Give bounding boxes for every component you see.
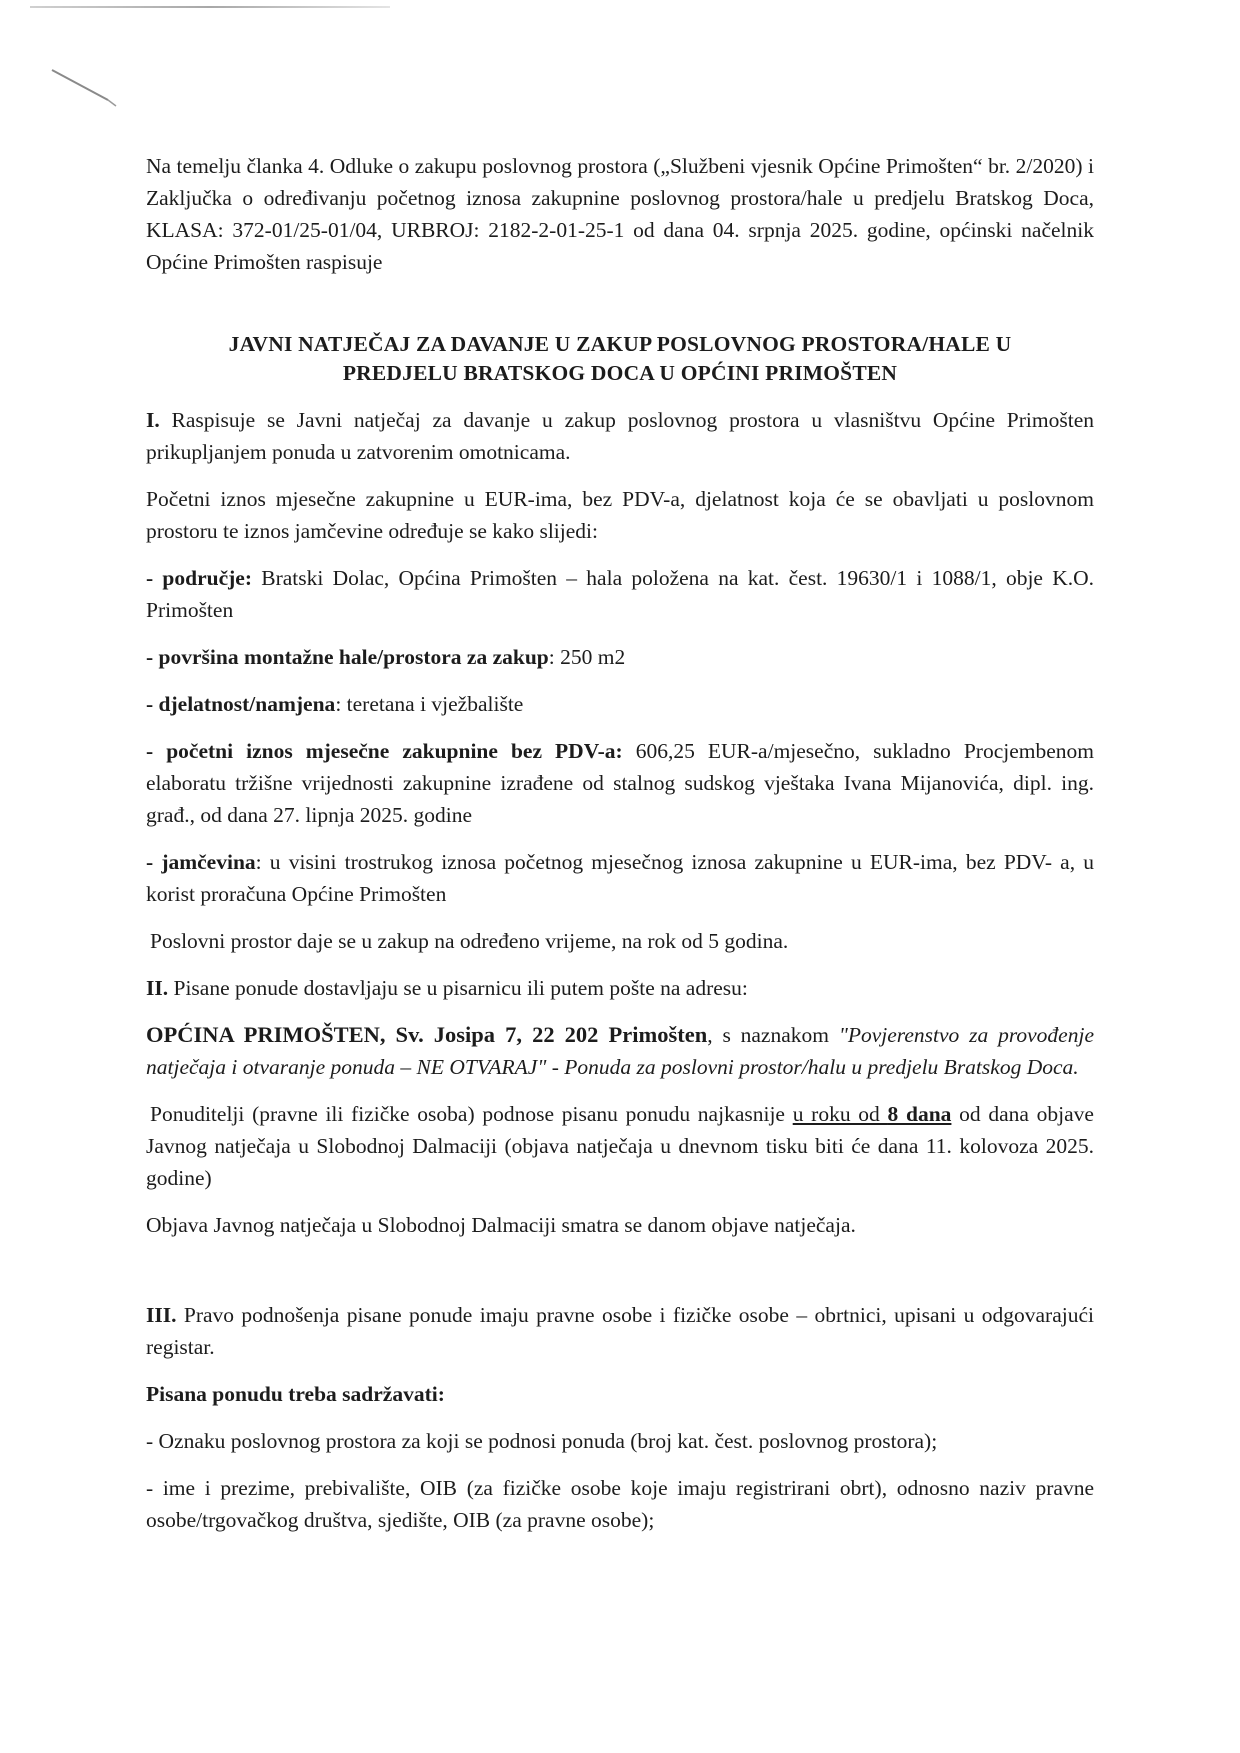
area-text: Bratski Dolac, Općina Primošten – hala položena na kat. čest. 19630/1 i 1088/1, obje K.O. Primošten xyxy=(146,566,1095,622)
address-mid: , s naznakom xyxy=(707,1023,839,1047)
intro-paragraph: Na temelju članka 4. Odluke o zakupu poslovnog prostora („Službeni vjesnik Općine Primošten“ br. 2/2020) i Zaključka o određivanju početnog iznosa zakupnine poslovnog prostora/hale u predjelu Bratskog Doca, KLASA: 372-01/25-01/04, URBROJ: 2182-2-01-25-1 od dana 04. srpnja 2025. godine, općinski načelnik Općine Primošten raspisuje xyxy=(146,154,1094,274)
address-italic-note: "Povjerenstvo za provođenje natječaja i otvaranje ponuda – NE OTVARAJ" - Ponuda za poslovni prostor/halu u predjelu Bratskog Doca. xyxy=(146,1023,1094,1079)
publication-paragraph: Objava Javnog natječaja u Slobodnoj Dalmaciji smatra se danom objave natječaja. xyxy=(146,1213,856,1237)
address-bold: OPĆINA PRIMOŠTEN, Sv. Josipa 7, 22 202 Primošten xyxy=(146,1022,708,1047)
section-3-text: Pravo podnošenja pisane ponude imaju pravne osobe i fizičke osobe – obrtnici, upisani u odgovarajući registar. xyxy=(146,1303,1094,1359)
section-1-text: Raspisuje se Javni natječaj za davanje u zakup poslovnog prostora u vlasništvu Općine Primošten prikupljanjem ponuda u zatvorenim omotnicama. xyxy=(146,408,1094,464)
offer-item-1: - Oznaku poslovnog prostora za koji se podnosi ponuda (broj kat. čest. poslovnog prostora); xyxy=(146,1429,938,1453)
scan-edge-line xyxy=(30,6,390,8)
deadline-text-a: Ponuditelji (pravne ili fizičke osoba) podnose pisanu ponudu najkasnije xyxy=(150,1102,793,1126)
deadline-underlined xyxy=(793,1102,952,1126)
deadline-paragraph xyxy=(146,1098,1094,1194)
surface-label: - površina montažne hale/prostora za zakup xyxy=(146,645,549,669)
scan-pen-mark xyxy=(50,68,120,108)
deadline-text-b: od dana objave Javnog natječaja u Slobodnoj Dalmaciji (objava natječaja u dnevnom tisku biti će dana 11. kolovoza 2025. godine) xyxy=(146,1102,1094,1190)
initial-rent-intro: Početni iznos mjesečne zakupnine u EUR-ima, bez PDV-a, djelatnost koja će se obavljati u poslovnom prostoru te iznos jamčevine određuje se kako slijedi: xyxy=(146,487,1094,543)
document-page xyxy=(146,150,1094,1551)
deposit-item xyxy=(146,846,1094,910)
submission-address xyxy=(146,1019,1094,1083)
section-1-paragraph xyxy=(146,404,1094,468)
deadline-days: 8 dana xyxy=(887,1102,952,1126)
offer-contents-heading: Pisana ponudu treba sadržavati: xyxy=(146,1382,445,1406)
section-3-paragraph xyxy=(146,1299,1094,1363)
title-line-1: JAVNI NATJEČAJ ZA DAVANJE U ZAKUP POSLOVNOG PROSTORA/HALE U xyxy=(228,332,1012,356)
activity-label: - djelatnost/namjena xyxy=(146,692,336,716)
rent-text: 606,25 EUR-a/mjesečno, sukladno Procjembenom elaboratu tržišne vrijednosti zakupnine izrađene od stalnog sudskog vještaka Ivana Mijanovića, dipl. ing. građ., od dana 27. lipnja 2025. godine xyxy=(146,739,1095,827)
deposit-label: - jamčevina xyxy=(146,850,256,874)
activity-text: : teretana i vježbalište xyxy=(335,692,524,716)
activity-item xyxy=(146,688,1094,720)
deadline-underlined-a: u roku od xyxy=(792,1102,888,1126)
section-1-number: I. xyxy=(146,408,160,432)
section-2-number: II. xyxy=(146,976,169,1000)
title-line-2: PREDJELU BRATSKOG DOCA U OPĆINI PRIMOŠTEN xyxy=(342,361,898,385)
lease-term: Poslovni prostor daje se u zakup na određeno vrijeme, na rok od 5 godina. xyxy=(150,929,789,953)
rent-label: - početni iznos mjesečne zakupnine bez PDV-a: xyxy=(146,739,623,763)
surface-text: : 250 m2 xyxy=(548,645,626,669)
surface-item xyxy=(146,641,1094,673)
area-label: - područje: xyxy=(146,566,252,590)
rent-item xyxy=(146,735,1094,831)
document-title xyxy=(146,330,1094,388)
area-item xyxy=(146,562,1094,626)
section-2-text: Pisane ponude dostavljaju se u pisarnicu ili putem pošte na adresu: xyxy=(168,976,748,1000)
section-3-number: III. xyxy=(146,1303,177,1327)
section-2-paragraph xyxy=(146,972,1094,1004)
deposit-text: : u visini trostrukog iznosa početnog mjesečnog iznosa zakupnine u EUR-ima, bez PDV- a, u korist proračuna Općine Primošten xyxy=(146,850,1095,906)
offer-item-2: - ime i prezime, prebivalište, OIB (za fizičke osobe koje imaju registrirani obrt), odnosno naziv pravne osobe/trgovačkog društva, sjedište, OIB (za pravne osobe); xyxy=(146,1476,1094,1532)
